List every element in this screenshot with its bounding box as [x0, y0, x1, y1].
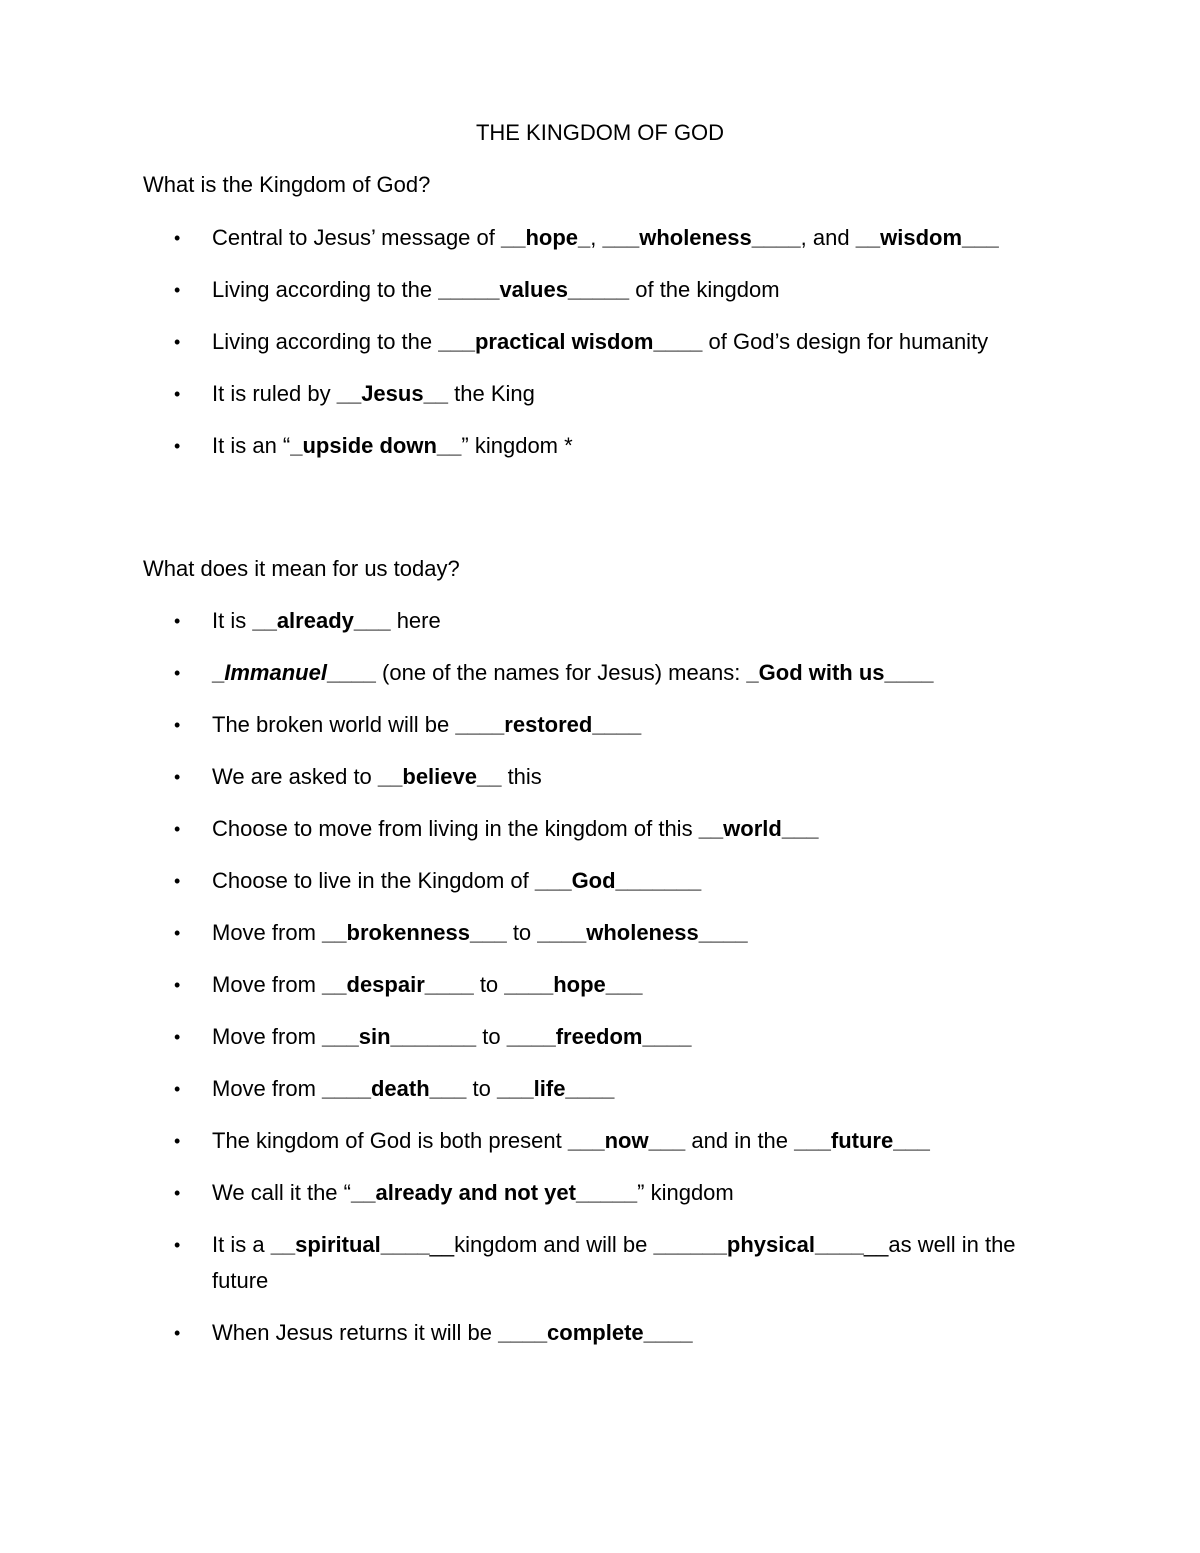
item-text: Living according to the	[212, 277, 439, 302]
fill-in-answer: __believe__	[377, 764, 502, 789]
fill-in-answer: ____wholeness____	[537, 920, 748, 945]
item-text: It is	[212, 608, 253, 633]
list-item	[0, 272, 1200, 308]
list-item	[0, 759, 1200, 795]
bullet-icon: •	[174, 228, 181, 248]
item-text: Move from	[212, 920, 323, 945]
list-item	[0, 1175, 1200, 1211]
bullet-icon: •	[174, 1131, 181, 1151]
list-item	[0, 655, 1200, 691]
item-text: to	[476, 1024, 507, 1049]
item-text: ” kingdom *	[461, 433, 573, 458]
item-text: the King	[448, 381, 535, 406]
item-text: here	[390, 608, 441, 633]
bullet-list-meaning	[0, 603, 1200, 1367]
bullet-icon: •	[174, 871, 181, 891]
fill-in-answer: _	[212, 660, 225, 685]
item-text: this	[501, 764, 542, 789]
fill-in-answer: __brokenness___	[322, 920, 507, 945]
fill-in-answer: ____death___	[322, 1076, 467, 1101]
item-text: to	[506, 920, 538, 945]
list-item	[0, 324, 1200, 360]
item-text: and in the	[685, 1128, 795, 1153]
list-item	[0, 863, 1200, 899]
bullet-icon: •	[174, 819, 181, 839]
item-text: __as well in the future	[212, 1232, 1016, 1293]
item-text: Choose to move from living in the kingdom of this	[212, 816, 699, 841]
fill-in-answer: __world___	[698, 816, 819, 841]
fill-in-answer: _God with us____	[746, 660, 934, 685]
list-item	[0, 603, 1200, 639]
fill-in-answer: __already and not yet_____	[350, 1180, 638, 1205]
item-text: It is a	[212, 1232, 271, 1257]
item-text: The broken world will be	[212, 712, 456, 737]
fill-in-answer: ___practical wisdom____	[438, 329, 703, 354]
fill-in-answer: _upside down__	[290, 433, 462, 458]
item-text: Choose to live in the Kingdom of	[212, 868, 535, 893]
bullet-icon: •	[174, 1235, 181, 1255]
fill-in-answer: ___sin_______	[322, 1024, 477, 1049]
bullet-icon: •	[174, 715, 181, 735]
bullet-icon: •	[174, 663, 181, 683]
item-text: ” kingdom	[637, 1180, 734, 1205]
fill-in-answer: __hope_	[501, 225, 591, 250]
list-item	[0, 428, 1200, 464]
item-text: Central to Jesus’ message of	[212, 225, 501, 250]
fill-in-answer: ___future___	[794, 1128, 930, 1153]
bullet-icon: •	[174, 436, 181, 456]
list-item	[0, 376, 1200, 412]
item-text: When Jesus returns it will be	[212, 1320, 499, 1345]
fill-in-answer: ____complete____	[498, 1320, 693, 1345]
item-text: The kingdom of God is both present	[212, 1128, 568, 1153]
fill-in-answer: ___now___	[567, 1128, 686, 1153]
fill-in-answer: __wisdom___	[855, 225, 999, 250]
fill-in-answer: ___life____	[496, 1076, 615, 1101]
bullet-icon: •	[174, 975, 181, 995]
item-text: of the kingdom	[629, 277, 780, 302]
bullet-icon: •	[174, 611, 181, 631]
fill-in-answer: __despair____	[322, 972, 474, 997]
item-text: It is ruled by	[212, 381, 337, 406]
item-text: to	[466, 1076, 497, 1101]
bullet-list-what-is	[0, 220, 1200, 480]
list-item	[0, 915, 1200, 951]
list-item	[0, 707, 1200, 743]
bullet-icon: •	[174, 923, 181, 943]
item-text: Living according to the	[212, 329, 439, 354]
item-text: Move from	[212, 1024, 323, 1049]
list-item	[0, 1071, 1200, 1107]
item-text: to	[473, 972, 505, 997]
item-text: Move from	[212, 972, 323, 997]
list-item	[0, 1123, 1200, 1159]
item-text: ,	[590, 225, 603, 250]
fill-in-answer: ______physical____	[653, 1232, 864, 1257]
fill-in-answer: ___God_______	[534, 868, 702, 893]
list-item	[0, 811, 1200, 847]
item-text: , and	[800, 225, 856, 250]
bullet-icon: •	[174, 280, 181, 300]
list-item	[0, 1315, 1200, 1351]
item-text: __kingdom and will be	[429, 1232, 654, 1257]
list-item	[0, 220, 1200, 256]
fill-in-answer: __spiritual____	[270, 1232, 430, 1257]
list-item	[0, 967, 1200, 1003]
bullet-icon: •	[174, 384, 181, 404]
item-text: We call it the “	[212, 1180, 351, 1205]
page-title: THE KINGDOM OF GOD	[475, 120, 725, 145]
bullet-icon: •	[174, 332, 181, 352]
bullet-icon: •	[174, 1027, 181, 1047]
item-text: of God’s design for humanity	[702, 329, 989, 354]
item-text: (one of the names for Jesus) means:	[375, 660, 747, 685]
fill-in-answer: ____	[326, 660, 376, 685]
bullet-icon: •	[174, 1323, 181, 1343]
section-heading-what-is: What is the Kingdom of God?	[143, 172, 431, 197]
item-text: Move from	[212, 1076, 323, 1101]
bullet-icon: •	[174, 1079, 181, 1099]
fill-in-answer: __already___	[252, 608, 391, 633]
bullet-icon: •	[174, 1183, 181, 1203]
bullet-icon: •	[174, 767, 181, 787]
fill-in-answer: ____restored____	[455, 712, 642, 737]
fill-in-answer: ____hope___	[504, 972, 643, 997]
list-item	[0, 1227, 1200, 1299]
fill-in-answer: ____freedom____	[506, 1024, 692, 1049]
fill-in-answer: ___wholeness____	[602, 225, 801, 250]
fill-in-answer: _____values_____	[438, 277, 630, 302]
fill-in-answer: __Jesus__	[336, 381, 449, 406]
list-item	[0, 1019, 1200, 1055]
item-text: It is an “	[212, 433, 291, 458]
section-heading-what-does-it-mean: What does it mean for us today?	[143, 556, 460, 581]
item-text: We are asked to	[212, 764, 378, 789]
fill-in-answer: Immanuel	[224, 660, 327, 685]
